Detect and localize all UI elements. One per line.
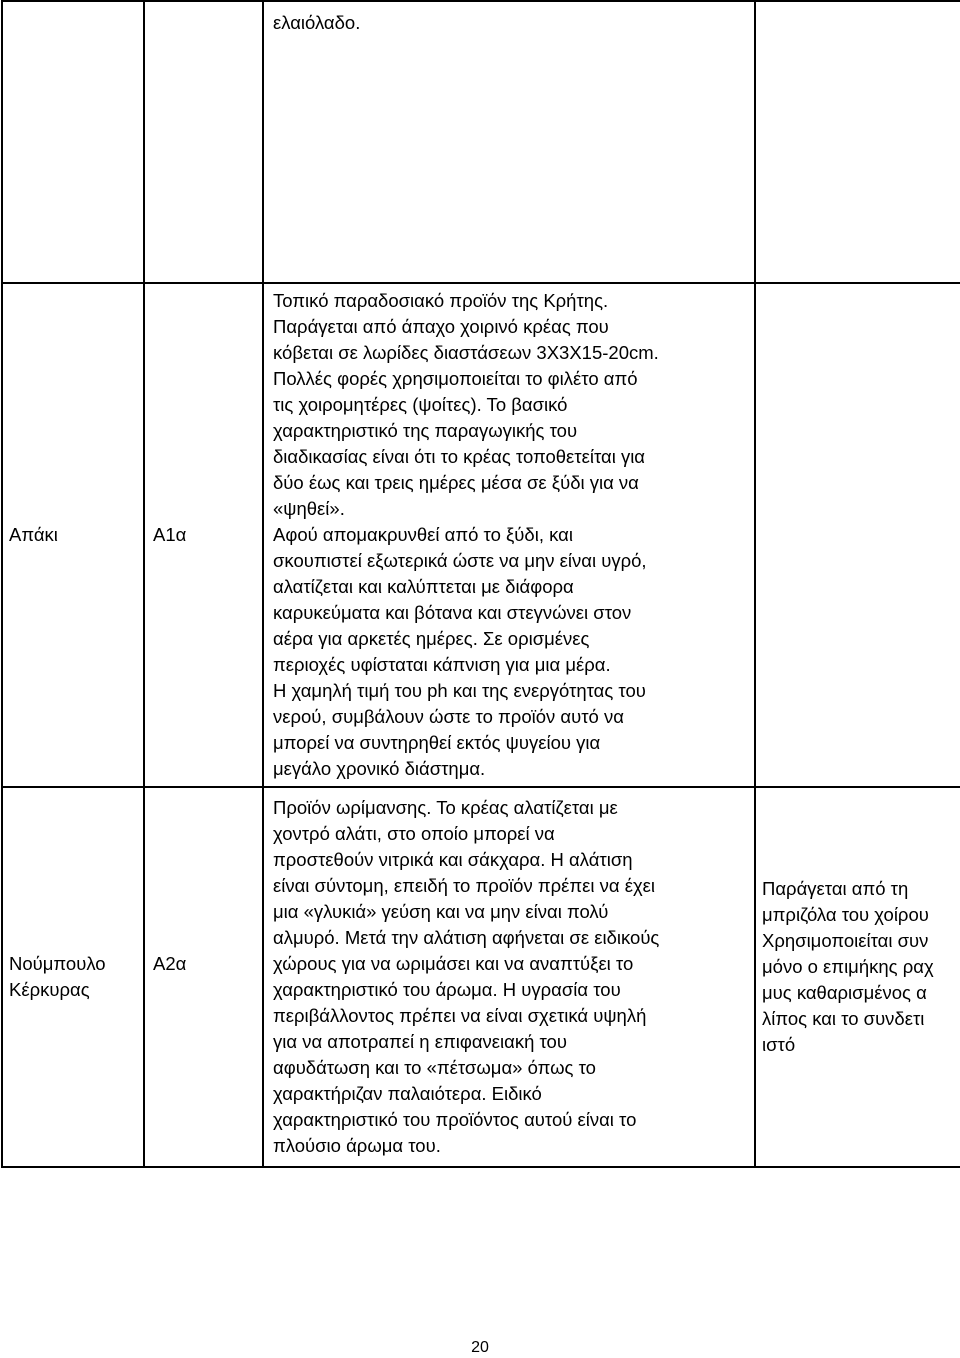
product-extra-cell bbox=[755, 1, 960, 283]
extra-line: Χρησιμοποιείται συν bbox=[762, 930, 929, 951]
description-line: τις χοιρομητέρες (ψοίτες). Το βασικό bbox=[273, 394, 568, 415]
table-row bbox=[2, 1, 960, 283]
product-name-cell bbox=[2, 1, 144, 283]
products-table bbox=[1, 0, 960, 1168]
description-line: χαρακτήριζαν παλαιότερα. Ειδικό bbox=[273, 1083, 542, 1104]
extra-line: λίπος και το συνδετι bbox=[762, 1008, 925, 1029]
product-code-cell bbox=[144, 283, 263, 787]
extra-text-block bbox=[762, 876, 960, 1058]
product-name-line: Νούμπουλο bbox=[9, 953, 106, 974]
description-line: Τοπικό παραδοσιακό προϊόν της Κρήτης. bbox=[273, 290, 609, 311]
description-line: νερού, συμβάλουν ώστε το προϊόν αυτό να bbox=[273, 706, 624, 727]
description-line: χαρακτηριστικό του άρωμα. Η υγρασία του bbox=[273, 979, 621, 1000]
description-line: πλούσιο άρωμα του. bbox=[273, 1135, 441, 1156]
extra-line: μυς καθαρισμένος α bbox=[762, 982, 927, 1003]
description-line: μεγάλο χρονικό διάστημα. bbox=[273, 758, 486, 779]
page-number: 20 bbox=[471, 1339, 489, 1356]
product-code: Α1α bbox=[153, 524, 187, 545]
extra-line: Παράγεται από τη bbox=[762, 878, 909, 899]
extra-line: ιστό bbox=[762, 1034, 796, 1055]
description-line: δύο έως και τρεις ημέρες μέσα σε ξύδι για να bbox=[273, 472, 639, 493]
description-line: περιβάλλοντος πρέπει να είναι σχετικά υψηλή bbox=[273, 1005, 647, 1026]
description-line: μια «γλυκιά» γεύση και να μην είναι πολύ bbox=[273, 901, 609, 922]
description-line: διαδικασίας είναι ότι το κρέας τοποθετείται για bbox=[273, 446, 646, 467]
description-line: Προϊόν ωρίμανσης. Το κρέας αλατίζεται με bbox=[273, 797, 618, 818]
description-line: χαρακτηριστικό της παραγωγικής του bbox=[273, 420, 578, 441]
description-line: χαρακτηριστικό του προϊόντος αυτού είναι το bbox=[273, 1109, 637, 1130]
product-name-cell bbox=[2, 787, 144, 1167]
product-description-cell bbox=[263, 1, 755, 283]
description-line: μπορεί να συντηρηθεί εκτός ψυγείου για bbox=[273, 732, 601, 753]
product-code: Α2α bbox=[153, 953, 187, 974]
description-line: Πολλές φορές χρησιμοποιείται το φιλέτο από bbox=[273, 368, 638, 389]
description-line: αλατίζεται και καλύπτεται με διάφορα bbox=[273, 576, 574, 597]
description-line: αέρα για αρκετές ημέρες. Σε ορισμένες bbox=[273, 628, 590, 649]
description-line: για να αποτραπεί η επιφανειακή του bbox=[273, 1031, 567, 1052]
description-line: κόβεται σε λωρίδες διαστάσεων 3Χ3Χ15-20cm. bbox=[273, 342, 659, 363]
product-name: Απάκι bbox=[9, 524, 58, 545]
product-name-line: Κέρκυρας bbox=[9, 979, 90, 1000]
description-line: Αφού απομακρυνθεί από το ξύδι, και bbox=[273, 524, 573, 545]
product-extra-cell bbox=[755, 283, 960, 787]
description-line: σκουπιστεί εξωτερικά ώστε να μην είναι υγρό, bbox=[273, 550, 647, 571]
extra-line: μόνο ο επιμήκης ραχ bbox=[762, 956, 934, 977]
description-line: «ψηθεί». bbox=[273, 498, 345, 519]
product-extra-cell bbox=[755, 787, 960, 1167]
product-name-cell bbox=[2, 283, 144, 787]
description-line: ελαιόλαδο. bbox=[273, 12, 361, 33]
description-line: Η χαμηλή τιμή του ph και της ενεργότητας του bbox=[273, 680, 646, 701]
description-line: χώρους για να ωριμάσει και να αναπτύξει το bbox=[273, 953, 634, 974]
description-line: αλμυρό. Μετά την αλάτιση αφήνεται σε ειδικούς bbox=[273, 927, 660, 948]
product-code-cell bbox=[144, 1, 263, 283]
product-code-cell bbox=[144, 787, 263, 1167]
description-line: είναι σύντομη, επειδή το προϊόν πρέπει να έχει bbox=[273, 875, 656, 896]
description-line: χοντρό αλάτι, στο οποίο μπορεί να bbox=[273, 823, 555, 844]
table-row bbox=[2, 787, 960, 1167]
description-line: Παράγεται από άπαχο χοιρινό κρέας που bbox=[273, 316, 609, 337]
table-row bbox=[2, 283, 960, 787]
extra-line: μπριζόλα του χοίρου bbox=[762, 904, 929, 925]
product-description-cell bbox=[263, 787, 755, 1167]
description-line: προστεθούν νιτρικά και σάκχαρα. Η αλάτιση bbox=[273, 849, 633, 870]
description-line: περιοχές υφίσταται κάπνιση για μια μέρα. bbox=[273, 654, 611, 675]
description-line: αφυδάτωση και το «πέτσωμα» όπως το bbox=[273, 1057, 596, 1078]
description-line: καρυκεύματα και βότανα και στεγνώνει στον bbox=[273, 602, 632, 623]
product-description-cell bbox=[263, 283, 755, 787]
